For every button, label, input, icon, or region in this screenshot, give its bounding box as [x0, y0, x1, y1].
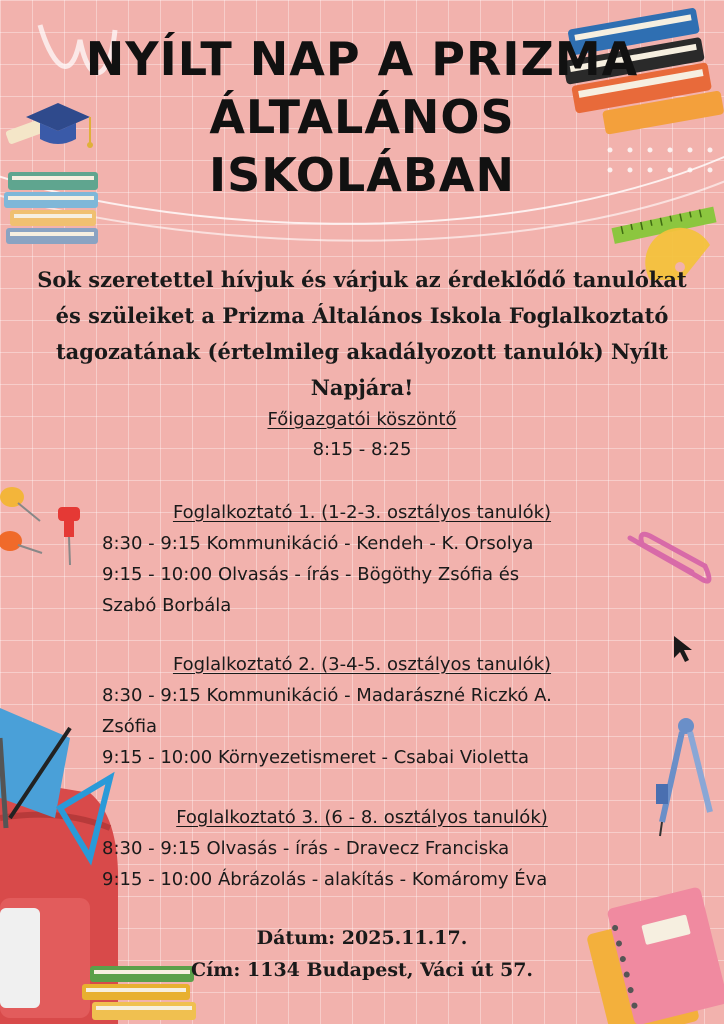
compass-icon — [648, 712, 718, 842]
session-block — [102, 649, 622, 773]
session-heading: Foglalkoztató 1. (1-2-3. osztályos tanulók) — [172, 502, 552, 523]
session-line: 8:30 - 9:15 Kommunikáció - Madarászné Riczkó A. — [102, 685, 552, 706]
intro-line: és szüleiket a Prizma Általános Iskola Foglalkoztató — [55, 303, 669, 328]
pushpin-icon — [0, 485, 100, 575]
cursor-arrow-icon — [672, 634, 698, 664]
session-line: 8:30 - 9:15 Kommunikáció - Kendeh - K. Orsolya — [102, 533, 534, 554]
paperclip-icon — [620, 518, 720, 598]
session-line: 9:15 - 10:00 Olvasás - írás - Bögöthy Zsófia és — [102, 564, 520, 585]
session-heading: Foglalkoztató 2. (3-4-5. osztályos tanulók) — [172, 654, 552, 675]
greeting-heading: Főigazgatói köszöntő — [267, 409, 457, 430]
session-line: Szabó Borbála — [102, 595, 232, 616]
session-line: 8:30 - 9:15 Olvasás - írás - Dravecz Franciska — [102, 838, 510, 859]
session-line: 9:15 - 10:00 Környezetismeret - Csabai Violetta — [102, 747, 530, 768]
title-line: ISKOLÁBAN — [208, 148, 515, 202]
intro-line: tagozatának (értelmileg akadályozott tanulók) Nyílt — [55, 339, 669, 364]
session-line: Zsófia — [102, 716, 158, 737]
greeting-section — [0, 405, 724, 465]
session-line: 9:15 - 10:00 Ábrázolás - alakítás - Komáromy Éva — [102, 869, 548, 890]
title-line: ÁLTALÁNOS — [209, 90, 515, 144]
session-heading: Foglalkoztató 3. (6 - 8. osztályos tanulók) — [176, 807, 548, 828]
event-details — [0, 922, 724, 986]
intro-line: Napjára! — [310, 375, 414, 400]
session-block — [102, 497, 622, 621]
session-block — [102, 802, 622, 895]
greeting-time: 8:15 - 8:25 — [312, 439, 412, 460]
title-line: NYÍLT NAP A PRIZMA — [85, 32, 639, 86]
intro-line: Sok szeretettel hívjuk és várjuk az érdeklődő tanulókat — [37, 267, 687, 292]
intro-text — [10, 262, 714, 406]
page-title — [0, 30, 724, 204]
event-date: Dátum: 2025.11.17. — [256, 927, 468, 949]
event-address: Cím: 1134 Budapest, Váci út 57. — [190, 959, 534, 981]
